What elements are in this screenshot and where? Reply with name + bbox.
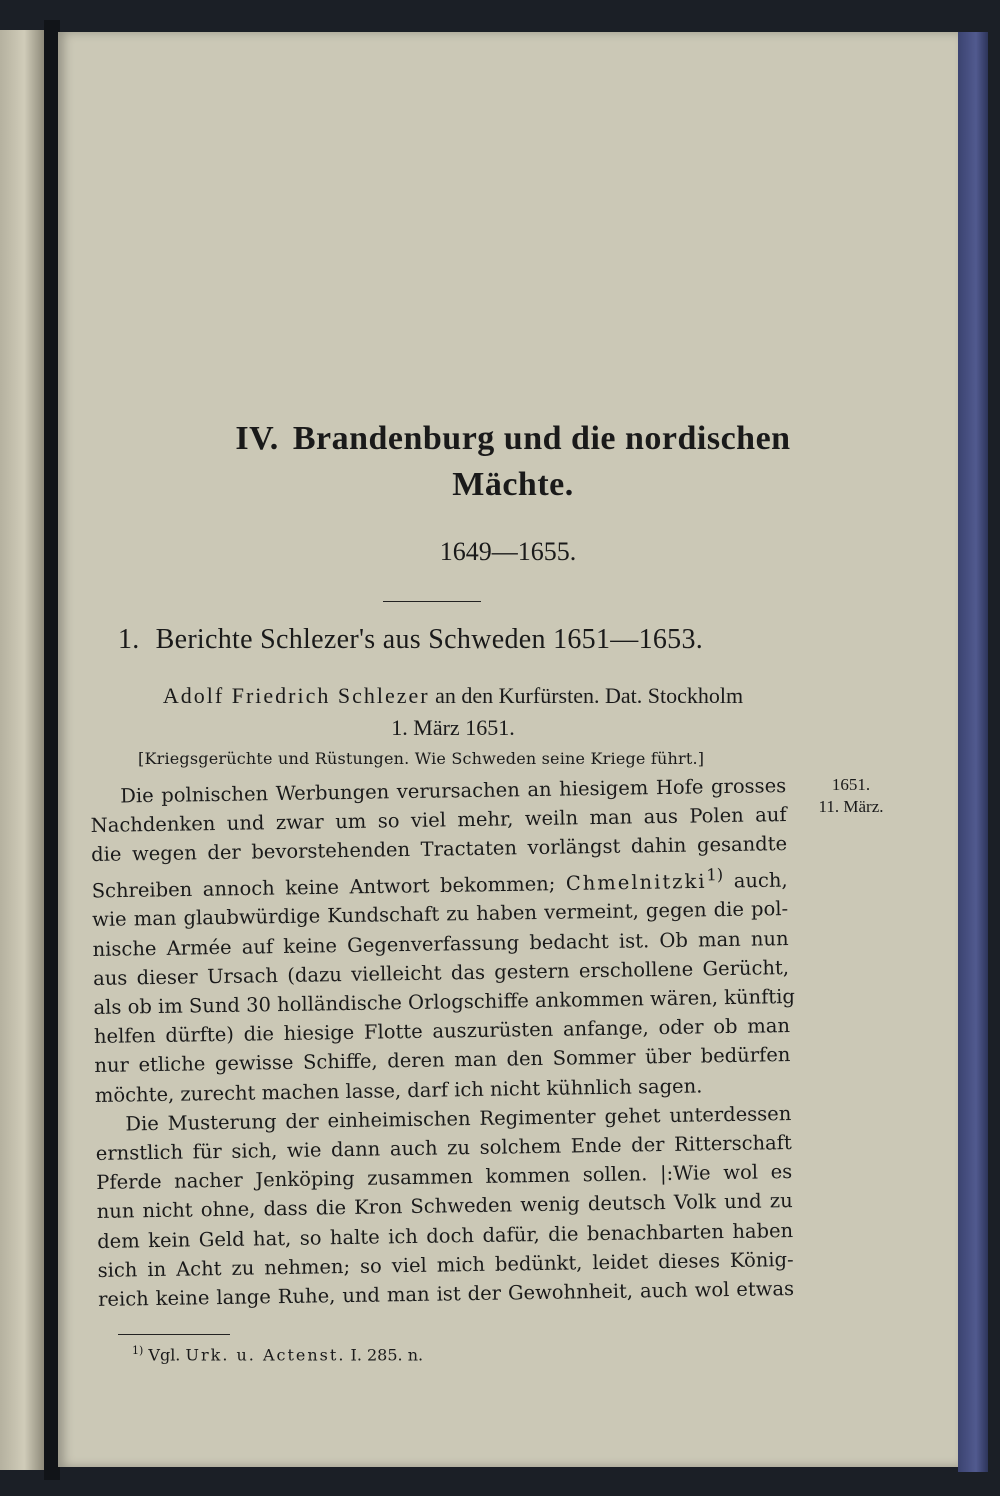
- chapter-title-line1: Brandenburg und die nordischen: [292, 420, 791, 457]
- margin-day: 11. März.: [818, 797, 884, 816]
- section-number: 1.: [118, 624, 140, 655]
- text-fragment: auch,: [733, 868, 788, 893]
- letter-date: 1. März 1651.: [391, 715, 515, 740]
- letter-heading: [98, 680, 808, 744]
- title-divider: [383, 601, 481, 602]
- section-title-text: Berichte Schlezer's aus Schweden 1651—1653.: [155, 624, 704, 655]
- section-title: [118, 624, 838, 656]
- footnote-suffix: I. 285. n.: [345, 1345, 424, 1365]
- left-page-edge: [0, 30, 44, 1470]
- chapter-title: [168, 416, 858, 508]
- text-line: ernstlich für sich, wie dann auch zu solchem Ende der Ritterschaft: [95, 1130, 792, 1165]
- footnote: [132, 1344, 532, 1364]
- chapter-number: IV.: [235, 420, 279, 457]
- text-line: aus dieser Ursach (dazu vielleicht das gestern erschollene Gerücht,: [92, 955, 790, 990]
- chapter-years: 1649—1655.: [439, 537, 577, 566]
- text-line: dem kein Geld hat, so halte ich doch dafür, die benachbarten haben: [97, 1218, 794, 1253]
- text-line: die wegen der bevorstehenden Tractaten vorlängst dahin gesandte: [90, 832, 788, 867]
- book-page: [58, 32, 958, 1467]
- footnote-prefix: Vgl.: [148, 1345, 186, 1365]
- footnote-ref: 1): [706, 864, 724, 884]
- text-line: nun nicht ohne, dass die Kron Schweden wenig deutsch Volk und zu: [96, 1189, 793, 1224]
- text-line: wie man glaubwürdige Kundschaft zu haben vermeint, gegen die pol-: [91, 897, 789, 932]
- text-line: helfen dürfte) die hiesige Flotte auszurüsten anfange, oder ob man: [93, 1014, 791, 1049]
- text-line: nische Armée auf keine Gegenverfassung bedacht ist. Ob man nun: [92, 926, 789, 961]
- text-line: nur etliche gewisse Schiffe, deren man den Sommer über bedürfen: [94, 1043, 791, 1078]
- text-line: als ob im Sund 30 holländische Orlogschiffe ankommen wären, künftig: [93, 984, 796, 1019]
- person-name: Chmelnitzki: [565, 869, 707, 895]
- text-line: Die polnischen Werbungen verursachen an hiesigem Hofe grosses: [120, 774, 787, 808]
- body-text: [90, 771, 794, 1314]
- margin-note: [811, 774, 891, 818]
- footnote-ref-title: Urk. u. Actenst.: [185, 1345, 346, 1365]
- text-line: Nachdenken und zwar um so viel mehr, weiln man aus Polen auf: [90, 803, 787, 838]
- text-line: sich in Acht zu nehmen; so viel mich bedünkt, leidet dieses König-: [97, 1247, 794, 1282]
- text-line: reich keine lange Ruhe, und man ist der Gewohnheit, auch wol etwas: [97, 1276, 795, 1311]
- footnote-marker: 1): [132, 1344, 144, 1357]
- book-cover-edge: [958, 32, 988, 1472]
- letter-summary: [Kriegsgerüchte und Rüstungen. Wie Schweden seine Kriege führt.]: [138, 749, 705, 768]
- margin-year: 1651.: [831, 775, 871, 794]
- text-fragment: Schreiben annoch keine Antwort bekommen;: [91, 871, 556, 903]
- letter-sender: Adolf Friedrich Schlezer: [162, 683, 430, 708]
- text-line: möchte, zurecht machen lasse, darf ich nicht kühnlich sagen.: [94, 1073, 703, 1107]
- chapter-title-line2: Mächte.: [452, 466, 574, 503]
- text-line: Die Musterung der einheimischen Regimenter gehet unterdessen: [125, 1101, 792, 1136]
- text-line: Pferde nacher Jenköping zusammen kommen sollen. |:Wie wol es: [96, 1160, 793, 1195]
- footnote-divider: [118, 1334, 230, 1335]
- letter-recipient: an den Kurfürsten. Dat. Stockholm: [429, 683, 744, 708]
